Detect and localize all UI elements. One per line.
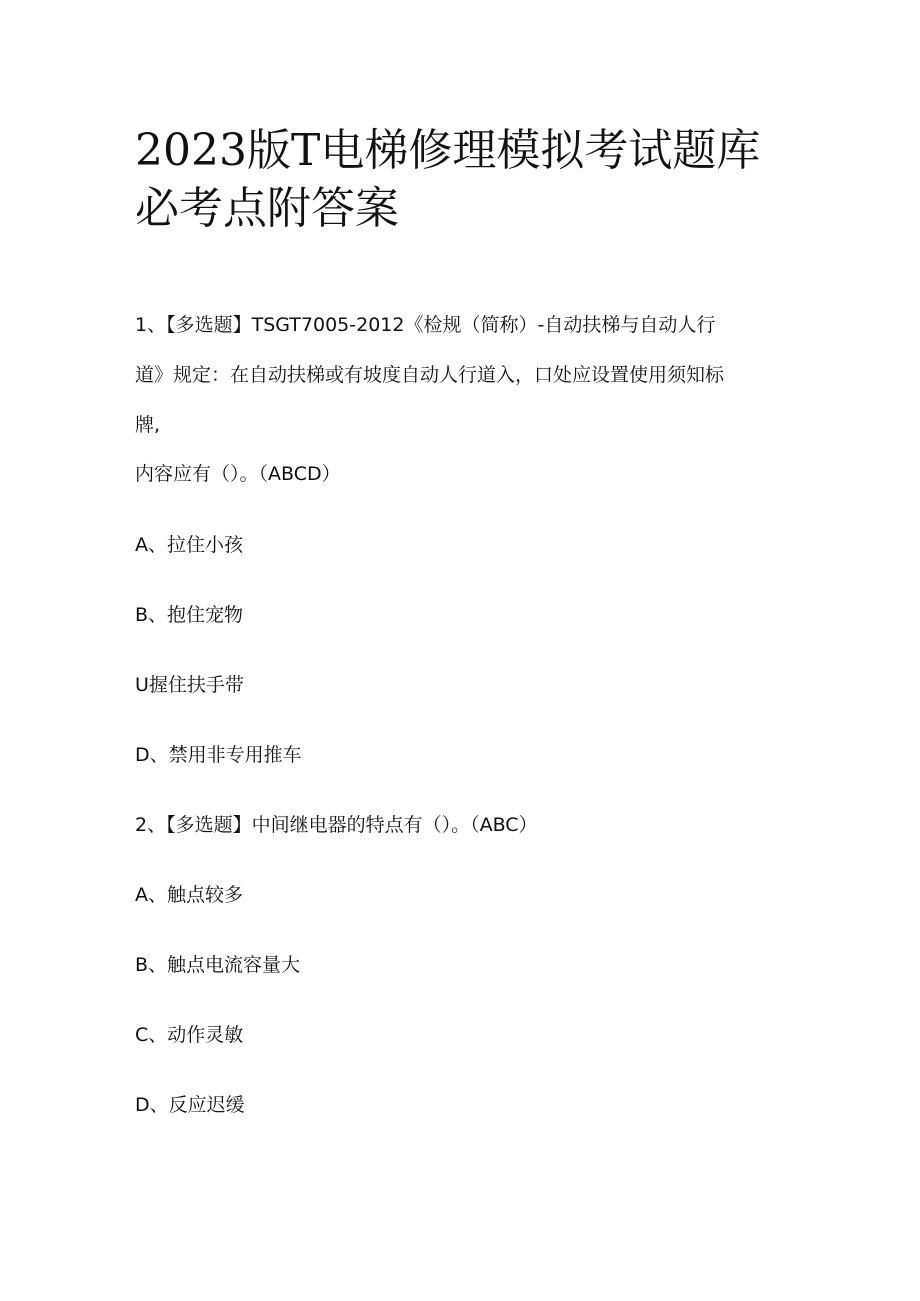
question-1-stem-line-4: 内容应有（）。（ABCD） (135, 463, 341, 485)
question-1-option-d: D、禁用非专用推车 (135, 744, 302, 766)
question-1-stem-line-2: 道》规定：在自动扶梯或有坡度自动人行道入，口处应设置使用须知标 (135, 364, 725, 386)
document-title-line-2: 必考点附答案 (135, 183, 399, 234)
question-2-option-a: A、触点较多 (135, 884, 243, 906)
question-2-option-c: C、动作灵敏 (135, 1024, 244, 1046)
document-title (135, 122, 795, 238)
question-1-stem-line-3: 牌, (135, 414, 161, 436)
question-1-stem-line-1: 1、【多选题】TSGT7005-2012《检规（简称）-自动扶梯与自动人行 (135, 314, 716, 336)
question-1-option-b: B、抱住宠物 (135, 604, 244, 626)
question-2-stem-line-1: 2、【多选题】中间继电器的特点有（）。（ABC） (135, 814, 538, 836)
question-1-option-c: U握住扶手带 (135, 674, 244, 696)
question-1-option-a: A、拉住小孩 (135, 534, 243, 556)
document-title-line-1: 2023版T电梯修理模拟考试题库 (135, 125, 761, 176)
question-2-option-b: B、触点电流容量大 (135, 954, 301, 976)
question-2-option-d: D、反应迟缓 (135, 1094, 245, 1116)
